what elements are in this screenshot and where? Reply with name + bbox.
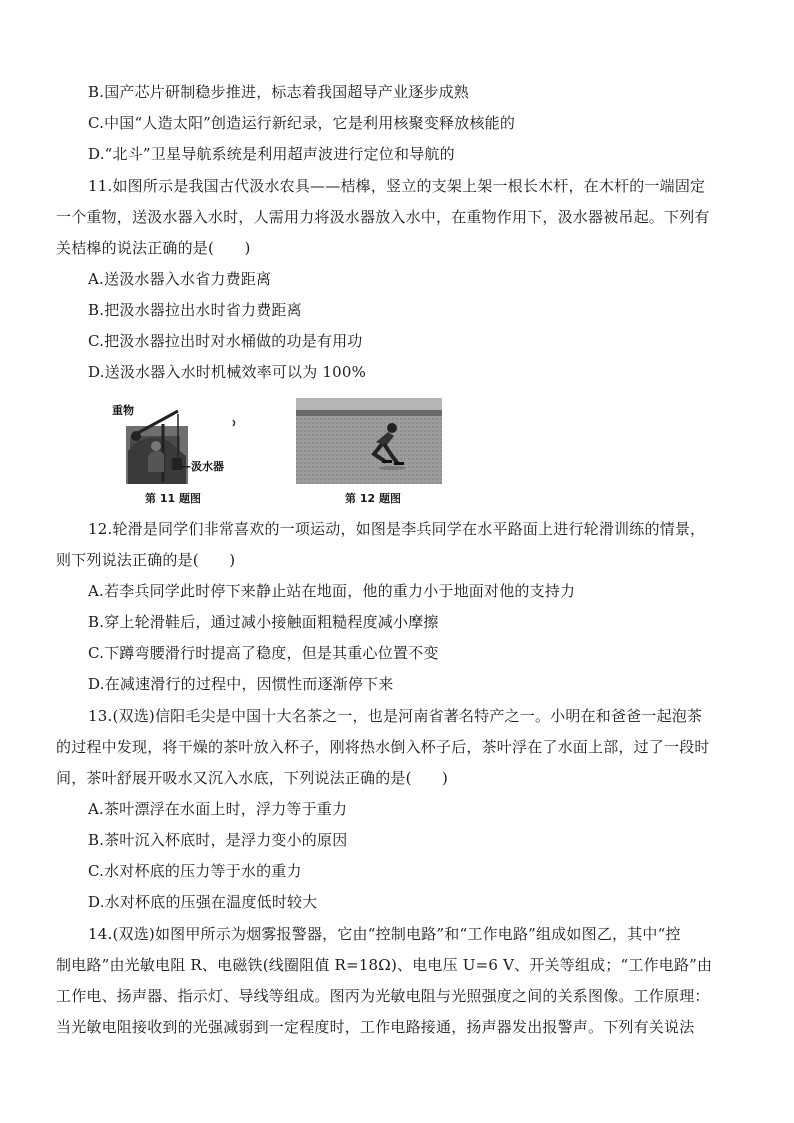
figure-12-caption: 第 12 题图: [345, 492, 401, 505]
figure-11: [108, 396, 248, 486]
q13-stem-line-1: 13.(双选)信阳毛尖是中国十大名茶之一，也是河南省著名特产之一。小明在和爸爸一起泡茶: [88, 707, 703, 725]
figure-11-caption: 第 11 题图: [145, 492, 201, 505]
q11-option-d: D.送汲水器入水时机械效率可以为 100%: [88, 363, 367, 381]
q13-option-b: B.茶叶沉入杯底时，是浮力变小的原因: [88, 831, 348, 849]
q11-stem-line-3: 关桔槔的说法正确的是( ): [56, 239, 251, 257]
label-weight: 重物: [112, 404, 134, 417]
q14-stem-line-2: 制电路”由光敏电阻 R、电磁铁(线圈阻值 R=18Ω)、电电压 U=6 V、开关等组成；“工作电路”由: [56, 956, 713, 974]
q11-option-a: A.送汲水器入水省力费距离: [88, 270, 272, 288]
q12-option-b: B.穿上轮滑鞋后，通过减小接触面粗糙程度减小摩擦: [88, 613, 439, 631]
option-b-prev: B.国产芯片研制稳步推进，标志着我国超导产业逐步成熟: [88, 83, 469, 101]
figure-12: [296, 398, 442, 484]
q11-stem-line-2: 一个重物，送汲水器入水时，人需用力将汲水器放入水中，在重物作用下，汲水器被吊起。下列有: [56, 208, 710, 226]
q14-stem-line-4: 当光敏电阻接收到的光强减弱到一定程度时，工作电路接通，扬声器发出报警声。下列有关说法: [56, 1018, 695, 1036]
q12-option-a: A.若李兵同学此时停下来静止站在地面，他的重力小于地面对他的支持力: [88, 582, 576, 600]
option-c-prev: C.中国“人造太阳”创造运行新纪录，它是利用核聚变释放核能的: [88, 114, 516, 132]
skater-photo: [296, 398, 442, 484]
q12-option-c: C.下蹲弯腰滑行时提高了稳度，但是其重心位置不变: [88, 644, 439, 662]
q13-stem-line-3: 间，茶叶舒展开吸水又沉入水底，下列说法正确的是( ): [56, 769, 449, 787]
q13-option-d: D.水对杯底的压强在温度低时较大: [88, 893, 318, 911]
q11-stem-line-1: 11.如图所示是我国古代汲水农具——桔槔，竖立的支架上架一根长木杆，在木杆的一端固定: [88, 177, 706, 195]
q14-stem-line-1: 14.(双选)如图甲所示为烟雾报警器，它由“控制电路”和“工作电路”组成如图乙，其中“控: [88, 925, 681, 943]
q14-stem-line-3: 工作电、扬声器、指示灯、导线等组成。图丙为光敏电阻与光照强度之间的关系图像。工作原理：: [56, 987, 710, 1005]
q11-option-c: C.把汲水器拉出时对水桶做的功是有用功: [88, 332, 363, 350]
option-d-prev: D.“北斗”卫星导航系统是利用超声波进行定位和导航的: [88, 145, 455, 163]
q12-stem-line-1: 12.轮滑是同学们非常喜欢的一项运动，如图是李兵同学在水平路面上进行轮滑训练的情景，: [88, 520, 706, 538]
q11-option-b: B.把汲水器拉出水时省力费距离: [88, 301, 302, 319]
q12-stem-line-2: 则下列说法正确的是( ): [56, 551, 236, 569]
q13-option-a: A.茶叶漂浮在水面上时，浮力等于重力: [88, 800, 348, 818]
q13-stem-line-2: 的过程中发现，将干燥的茶叶放入杯子，刚将热水倒入杯子后，茶叶浮在了水面上部，过了一段时: [56, 738, 710, 756]
q12-option-d: D.在减速滑行的过程中，因惯性而逐渐停下来: [88, 675, 394, 693]
q13-option-c: C.水对杯底的压力等于水的重力: [88, 862, 302, 880]
label-bucket: —汲水器: [180, 460, 224, 473]
